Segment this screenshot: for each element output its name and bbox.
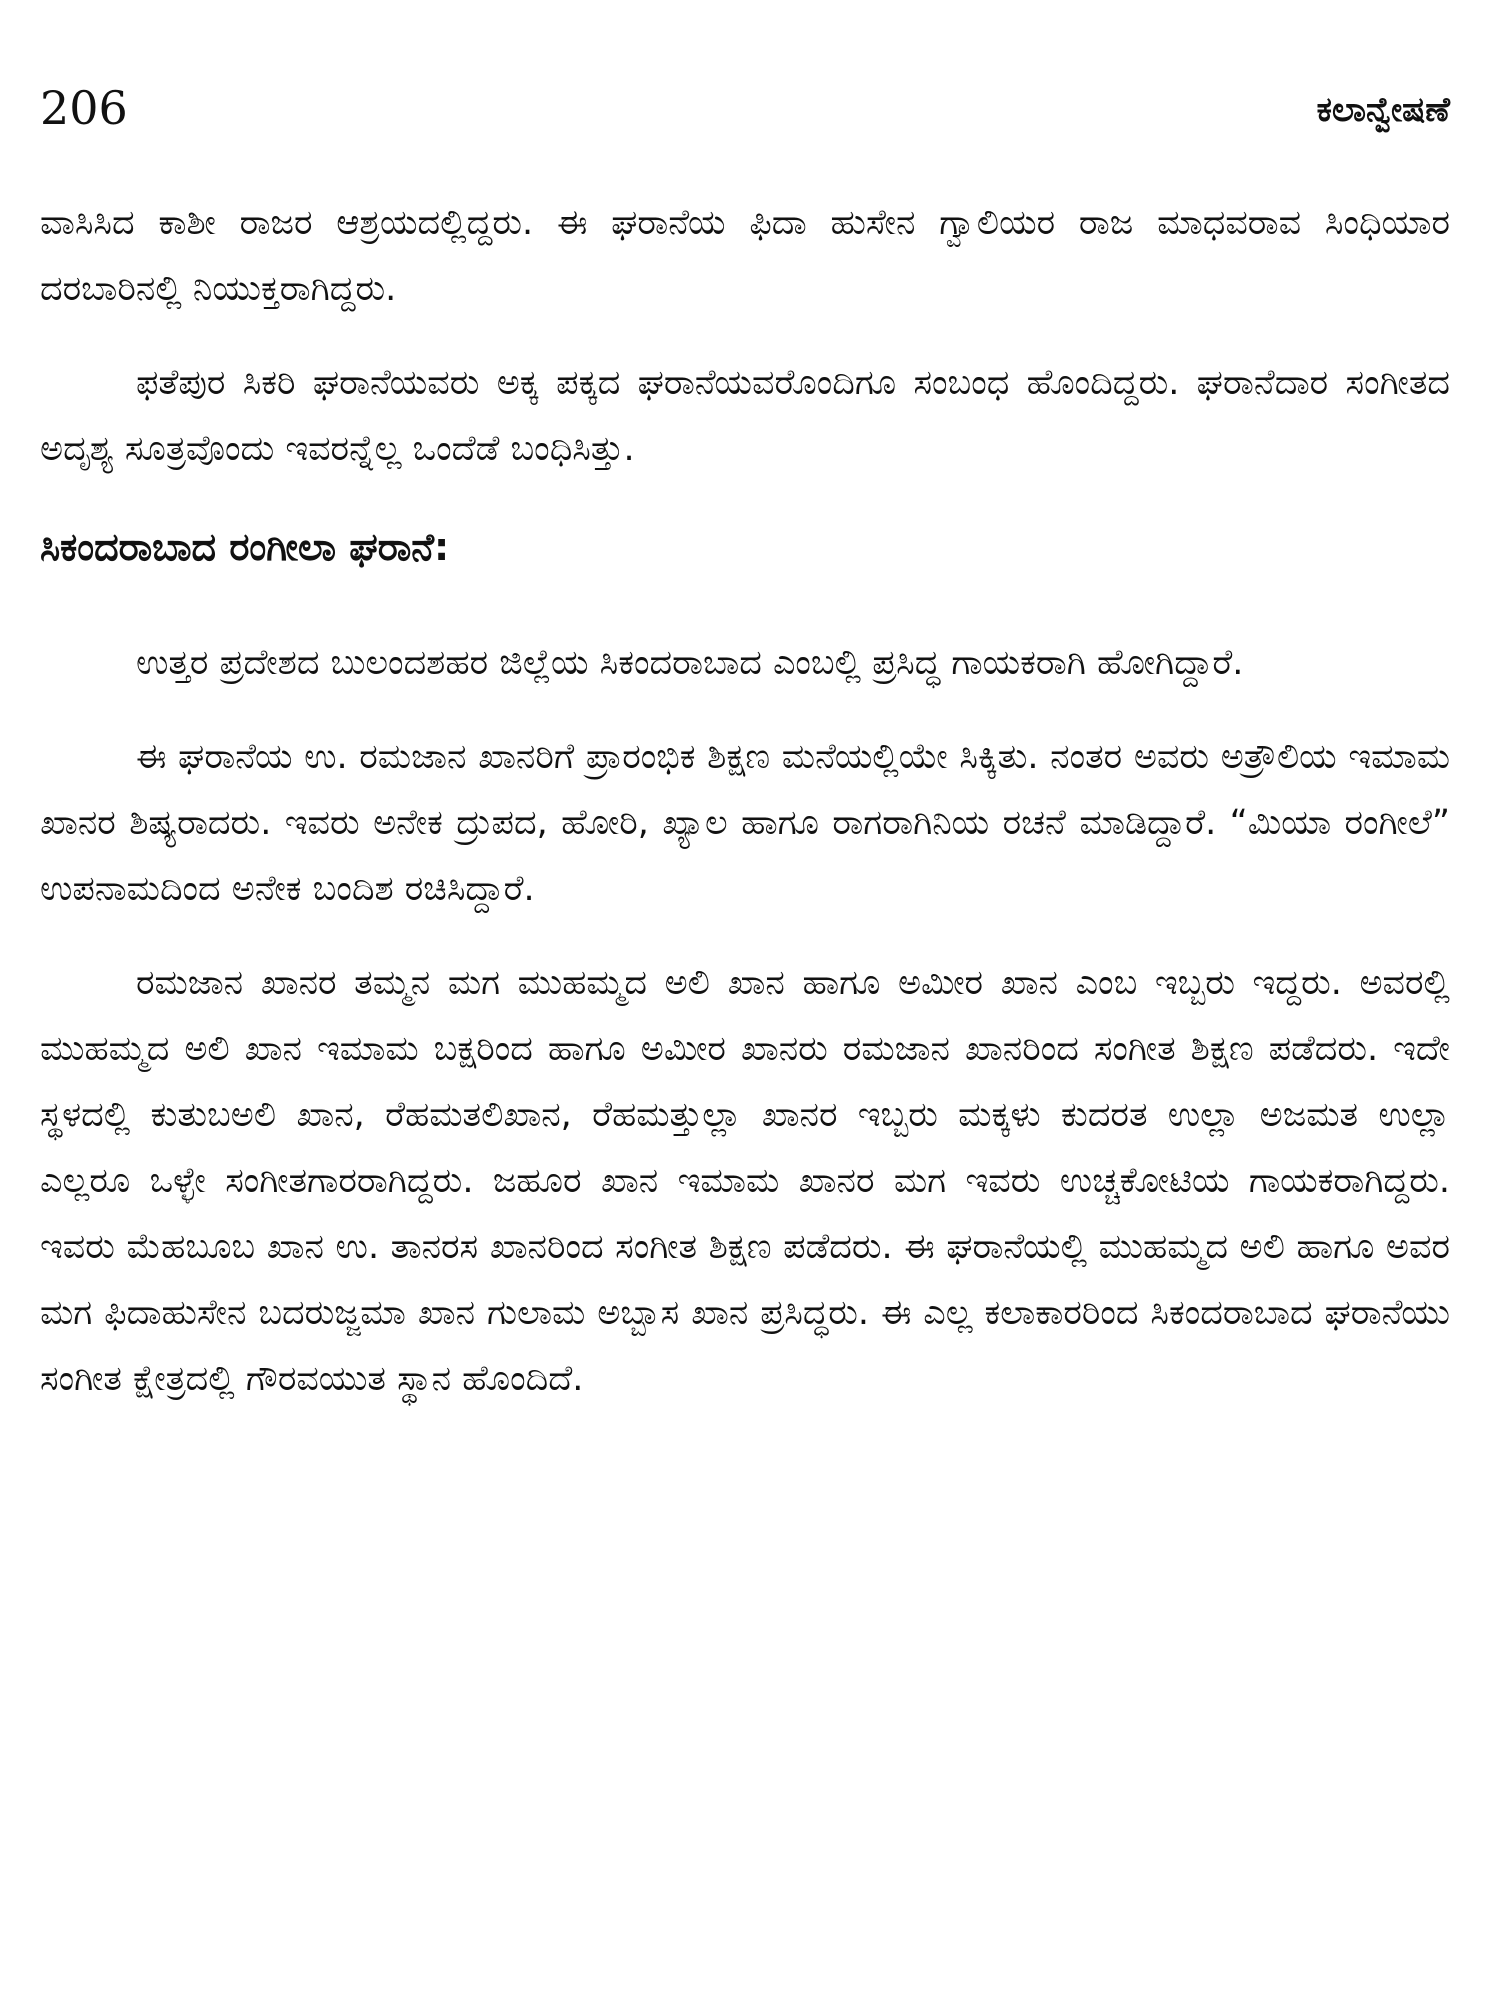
- book-page: [40, 0, 1450, 2000]
- paragraph: ರಮಜಾನ ಖಾನರ ತಮ್ಮನ ಮಗ ಮುಹಮ್ಮದ ಅಲಿ ಖಾನ ಹಾಗೂ ಅಮೀರ ಖಾನ ಎಂಬ ಇಬ್ಬರು ಇದ್ದರು. ಅವರಲ್ಲಿ ಮುಹಮ್ಮದ ಅಲಿ ಖಾನ ಇಮಾಮ ಬಕ್ಷರಿಂದ ಹಾಗೂ ಅಮೀರ ಖಾನರು ರಮಜಾನ ಖಾನರಿಂದ ಸಂಗೀತ ಶಿಕ್ಷಣ ಪಡೆದರು. ಇದೇ ಸ್ಥಳದಲ್ಲಿ ಕುತುಬಅಲಿ ಖಾನ, ರೆಹಮತಲಿಖಾನ, ರೆಹಮತ್ತುಲ್ಲಾ ಖಾನರ ಇಬ್ಬರು ಮಕ್ಕಳು ಕುದರತ ಉಲ್ಲಾ ಅಜಮತ ಉಲ್ಲಾ ಎಲ್ಲರೂ ಒಳ್ಳೇ ಸಂಗೀತಗಾರರಾಗಿದ್ದರು. ಜಹೂರ ಖಾನ ಇಮಾಮ ಖಾನರ ಮಗ ಇವರು ಉಚ್ಚಕೋಟಿಯ ಗಾಯಕರಾಗಿದ್ದರು. ಇವರು ಮೆಹಬೂಬ ಖಾನ ಉ. ತಾನರಸ ಖಾನರಿಂದ ಸಂಗೀತ ಶಿಕ್ಷಣ ಪಡೆದರು. ಈ ಘರಾನೆಯಲ್ಲಿ ಮುಹಮ್ಮದ ಅಲಿ ಹಾಗೂ ಅವರ ಮಗ ಫಿದಾಹುಸೇನ ಬದರುಜ್ಜಮಾ ಖಾನ ಗುಲಾಮ ಅಬ್ಬಾಸ ಖಾನ ಪ್ರಸಿದ್ಧರು. ಈ ಎಲ್ಲ ಕಲಾಕಾರರಿಂದ ಸಿಕಂದರಾಬಾದ ಘರಾನೆಯು ಸಂಗೀತ ಕ್ಷೇತ್ರದಲ್ಲಿ ಗೌರವಯುತ ಸ್ಥಾನ ಹೊಂದಿದೆ.: [40, 963, 1450, 1399]
- page-number: 206: [40, 81, 128, 135]
- paragraph: ಉತ್ತರ ಪ್ರದೇಶದ ಬುಲಂದಶಹರ ಜಿಲ್ಲೆಯ ಸಿಕಂದರಾಬಾದ ಎಂಬಲ್ಲಿ ಪ್ರಸಿದ್ಧ ಗಾಯಕರಾಗಿ ಹೋಗಿದ್ದಾರೆ.: [136, 643, 1244, 683]
- paragraph: ಫತೆಪುರ ಸಿಕರಿ ಘರಾನೆಯವರು ಅಕ್ಕ ಪಕ್ಕದ ಘರಾನೆಯವರೊಂದಿಗೂ ಸಂಬಂಧ ಹೊಂದಿದ್ದರು. ಘರಾನೆದಾರ ಸಂಗೀತದ ಅದೃಶ್ಯ ಸೂತ್ರವೊಂದು ಇವರನ್ನೆಲ್ಲ ಒಂದೆಡೆ ಬಂಧಿಸಿತ್ತು.: [40, 363, 1450, 469]
- page-body: [40, 190, 1450, 1440]
- running-title: ಕಲಾನ್ವೇಷಣೆ: [1316, 90, 1450, 130]
- page-header: [40, 70, 1450, 150]
- paragraph: ಈ ಘರಾನೆಯ ಉ. ರಮಜಾನ ಖಾನರಿಗೆ ಪ್ರಾರಂಭಿಕ ಶಿಕ್ಷಣ ಮನೆಯಲ್ಲಿಯೇ ಸಿಕ್ಕಿತು. ನಂತರ ಅವರು ಅತ್ರೌಲಿಯ ಇಮಾಮ ಖಾನರ ಶಿಷ್ಯರಾದರು. ಇವರು ಅನೇಕ ದ್ರುಪದ, ಹೋರಿ, ಖ್ಯಾಲ ಹಾಗೂ ರಾಗರಾಗಿನಿಯ ರಚನೆ ಮಾಡಿದ್ದಾರೆ. “ಮಿಯಾ ರಂಗೀಲೆ” ಉಪನಾಮದಿಂದ ಅನೇಕ ಬಂದಿಶ ರಚಿಸಿದ್ದಾರೆ.: [40, 737, 1450, 909]
- paragraph-continued: ವಾಸಿಸಿದ ಕಾಶೀ ರಾಜರ ಆಶ್ರಯದಲ್ಲಿದ್ದರು. ಈ ಘರಾನೆಯ ಫಿದಾ ಹುಸೇನ ಗ್ವಾಲಿಯರ ರಾಜ ಮಾಧವರಾವ ಸಿಂಧಿಯಾರ ದರಬಾರಿನಲ್ಲಿ ನಿಯುಕ್ತರಾಗಿದ್ದರು.: [40, 203, 1450, 309]
- section-heading: ಸಿಕಂದರಾಬಾದ ರಂಗೀಲಾ ಘರಾನೆ:: [40, 525, 450, 569]
